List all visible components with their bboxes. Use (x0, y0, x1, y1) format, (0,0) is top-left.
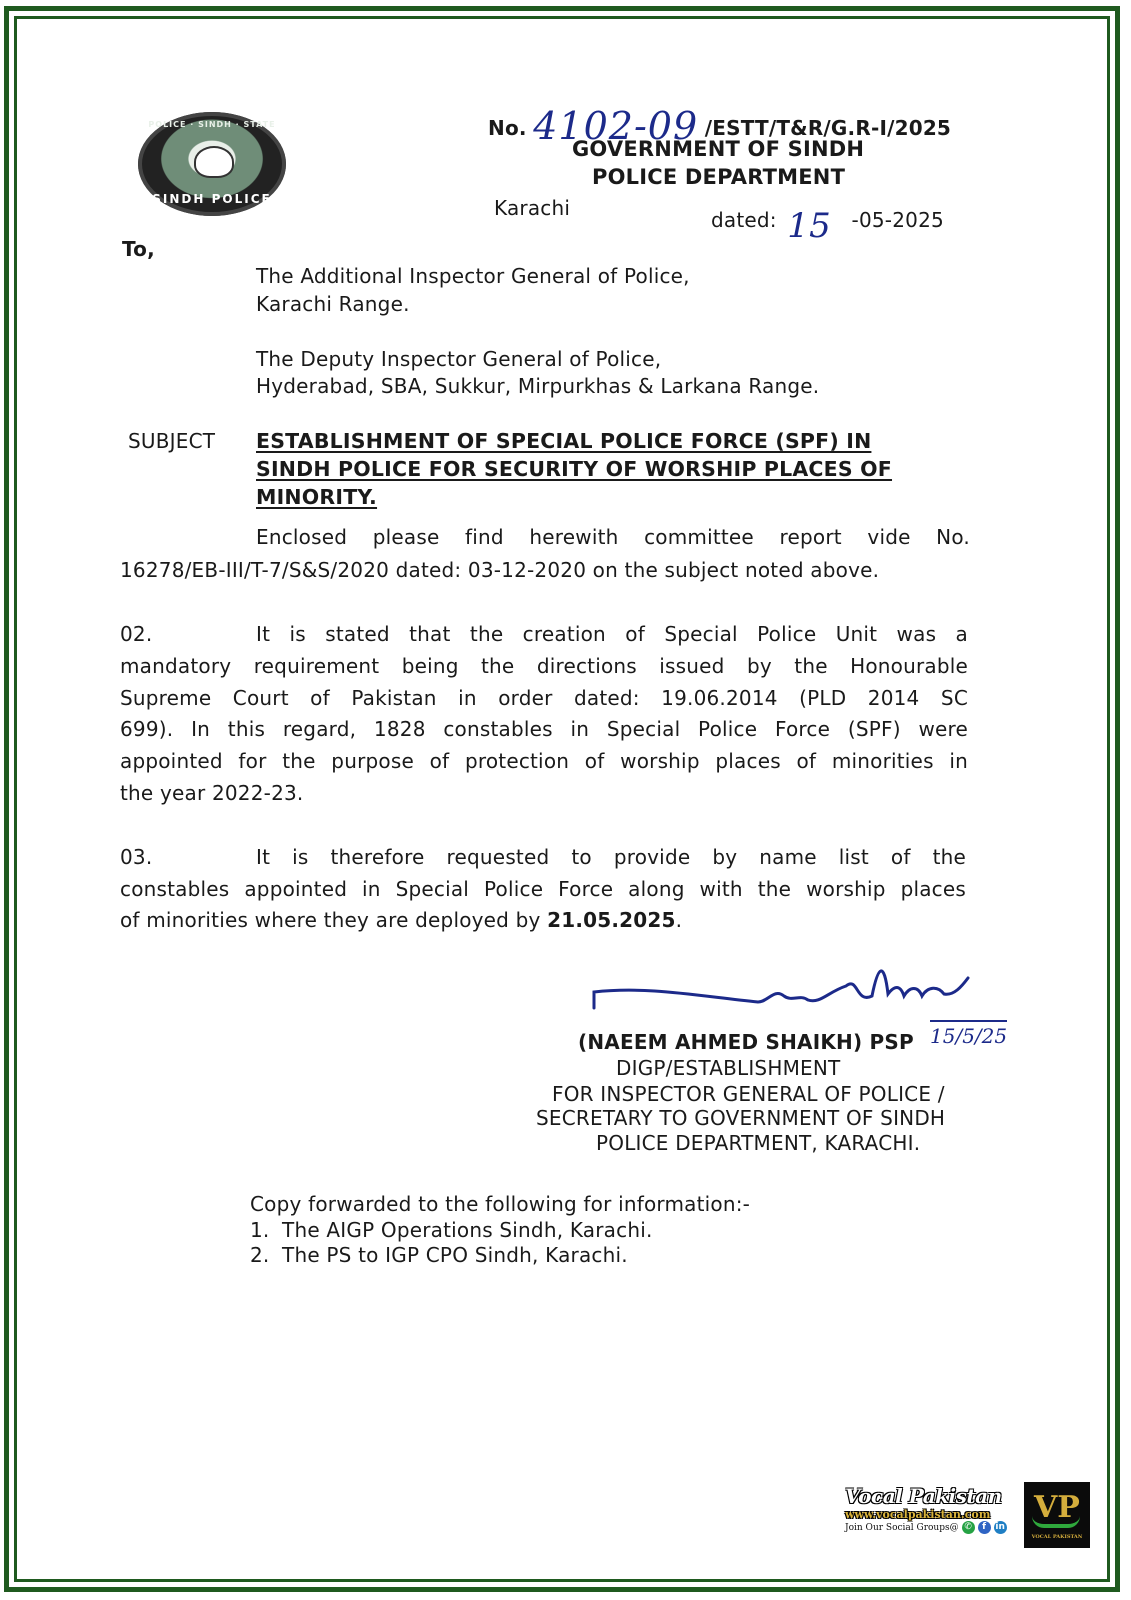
ref-suffix: /ESTT/T&R/G.R-I/2025 (704, 116, 952, 140)
watermark-title: Vocal Pakistan (845, 1484, 1002, 1508)
para2-line-2: mandatory requirement being the directions issued by the Honourable (120, 654, 968, 678)
para3-end-punct: . (675, 908, 683, 932)
dated-rest: -05-2025 (851, 208, 944, 232)
para3-line-3-text: of minorities where they are deployed by (120, 908, 548, 932)
whatsapp-icon[interactable]: ✆ (962, 1521, 975, 1534)
signatory-name: (NAEEM AHMED SHAIKH) PSP (578, 1030, 914, 1054)
para2-number: 02. (120, 622, 153, 646)
ref-handwritten-number: 4102-09 (533, 104, 699, 148)
watermark-social-row (845, 1521, 1023, 1534)
to-label: To, (122, 237, 155, 261)
city: Karachi (494, 196, 571, 220)
dated-handwritten-day: 15 (787, 206, 831, 246)
para3-number: 03. (120, 845, 153, 869)
para2-line-4: 699). In this regard, 1828 constables in Special Police Force (SPF) were (120, 717, 968, 741)
para1-line-2: 16278/EB-III/T-7/S&S/2020 dated: 03-12-2020 on the subject noted above. (120, 558, 880, 582)
logo-emblem-icon (194, 146, 234, 178)
recipient-2-line-2: Hyderabad, SBA, Sukkur, Mirpurkhas & Larkana Range. (256, 374, 820, 398)
date-line (711, 196, 944, 246)
signature-scribble-icon (588, 956, 978, 1028)
copy-item-2-text: The PS to IGP CPO Sindh, Karachi. (282, 1243, 628, 1267)
logo-swoosh-icon (1032, 1516, 1080, 1528)
recipient-1-line-2: Karachi Range. (256, 292, 410, 316)
para3-line-3 (120, 908, 682, 932)
para3-line-1: It is therefore requested to provide by name list of the (256, 845, 966, 869)
watermark-social-label: Join Our Social Groups@ (845, 1522, 959, 1533)
signatory-title-4: POLICE DEPARTMENT, KARACHI. (596, 1131, 921, 1155)
sindh-police-logo (138, 112, 286, 216)
subject-label: SUBJECT (128, 429, 216, 453)
vocal-pakistan-watermark (845, 1484, 1023, 1548)
copy-item-2 (250, 1243, 628, 1267)
subject-line-2: SINDH POLICE FOR SECURITY OF WORSHIP PLACES OF (256, 457, 893, 481)
subject-line-1: ESTABLISHMENT OF SPECIAL POLICE FORCE (SPF) IN (256, 429, 872, 453)
copy-item-1-num: 1. (250, 1218, 270, 1242)
logo-initials: VP (1034, 1490, 1080, 1525)
recipient-1-line-1: The Additional Inspector General of Police, (256, 264, 690, 288)
para2-line-1: It is stated that the creation of Special Police Unit was a (256, 622, 968, 646)
para1-line-1: Enclosed please find herewith committee report vide No. (256, 525, 970, 549)
copy-heading: Copy forwarded to the following for information:- (250, 1192, 751, 1216)
para2-line-6: the year 2022-23. (120, 781, 304, 805)
linkedin-icon[interactable]: in (995, 1522, 1005, 1532)
subject-line-3: MINORITY. (256, 485, 378, 509)
ref-prefix: No. (488, 116, 527, 140)
para2-line-3: Supreme Court of Pakistan in order dated: 19.06.2014 (PLD 2014 SC (120, 686, 968, 710)
copy-item-2-num: 2. (250, 1243, 270, 1267)
para3-line-2: constables appointed in Special Police Force along with the worship places (120, 877, 966, 901)
signature-date-handwritten: 15/5/25 (930, 1020, 1007, 1048)
copy-item-1-text: The AIGP Operations Sindh, Karachi. (282, 1218, 653, 1242)
vocal-pakistan-logo (1024, 1482, 1090, 1548)
watermark-url[interactable]: www.vocalpakistan.com (845, 1508, 991, 1521)
logo-top-text: POLICE · SINDH · STATE (148, 120, 276, 129)
facebook-icon[interactable]: f (978, 1521, 991, 1534)
signatory-title-3: SECRETARY TO GOVERNMENT OF SINDH (536, 1106, 946, 1130)
signatory-title-2: FOR INSPECTOR GENERAL OF POLICE / (552, 1082, 945, 1106)
logo-bottom-text: SINDH POLICE (152, 192, 272, 206)
logo-caption: VOCAL PAKISTAN (1031, 1534, 1083, 1540)
dated-label: dated: (711, 208, 777, 232)
org-line-2: POLICE DEPARTMENT (592, 165, 846, 189)
org-line-1: GOVERNMENT OF SINDH (572, 137, 865, 161)
signatory-title-1: DIGP/ESTABLISHMENT (616, 1056, 841, 1080)
copy-item-1 (250, 1218, 653, 1242)
recipient-2-line-1: The Deputy Inspector General of Police, (256, 347, 662, 371)
para2-line-5: appointed for the purpose of protection of worship places of minorities in (120, 749, 968, 773)
deadline-date: 21.05.2025 (547, 908, 676, 932)
